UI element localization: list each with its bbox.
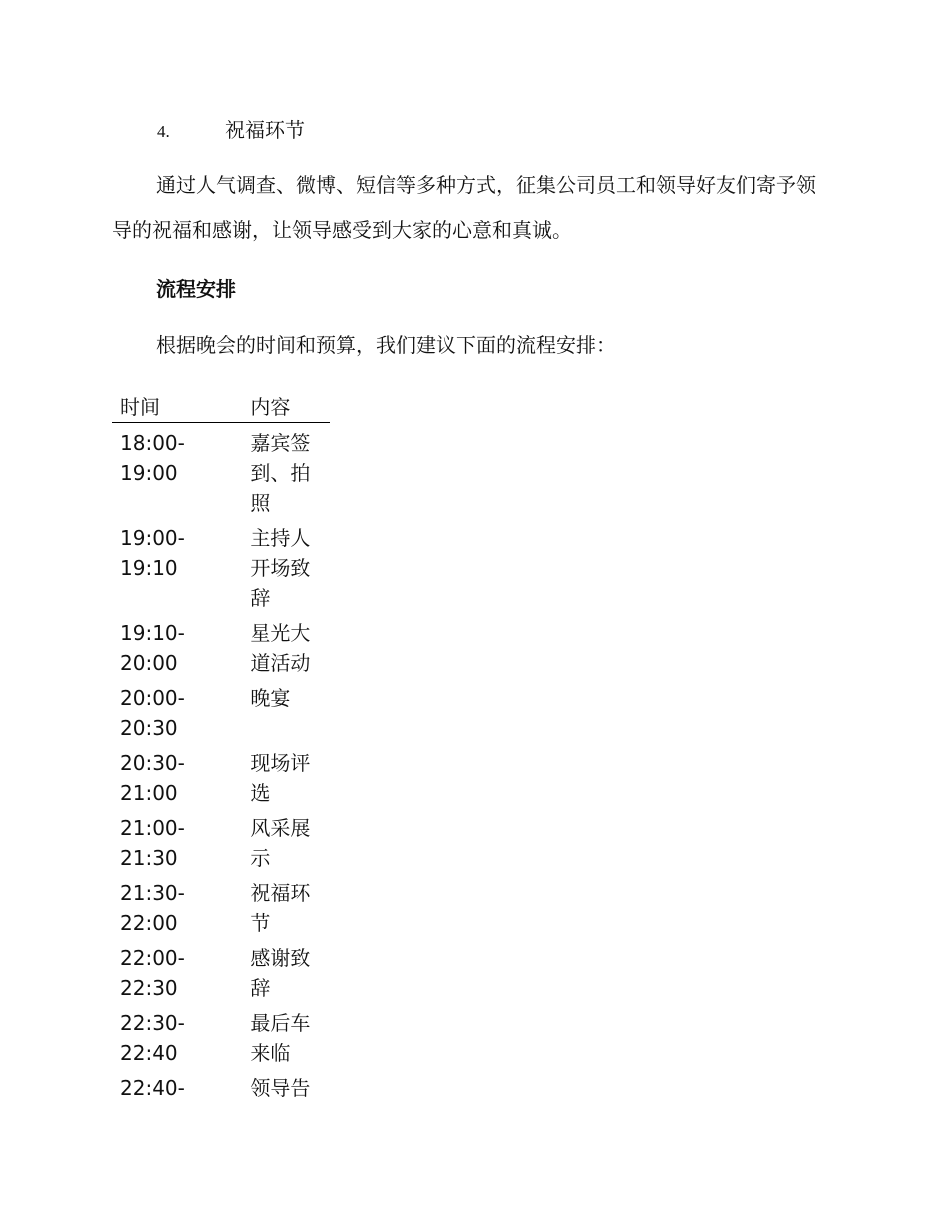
cell-time: 22:00-22:30 [120, 946, 185, 1000]
cell-content: 晚宴 [250, 686, 291, 710]
cell-content: 风采展示 [250, 816, 311, 870]
cell-time: 19:10-20:00 [120, 621, 185, 675]
cell-time: 22:30-22:40 [120, 1011, 185, 1065]
cell-time: 19:00-19:10 [120, 526, 185, 580]
cell-content: 领导告 [250, 1076, 311, 1100]
table-row [112, 873, 330, 938]
cell-time: 22:40- [120, 1076, 185, 1100]
cell-time: 20:30-21:00 [120, 751, 185, 805]
cell-time: 18:00-19:00 [120, 431, 185, 485]
table-row [112, 1003, 330, 1068]
paragraph-schedule-intro: 根据晚会的时间和预算，我们建议下面的流程安排： [156, 333, 616, 357]
table-row [112, 678, 330, 743]
header-content: 内容 [242, 391, 330, 423]
cell-content: 最后车来临 [250, 1011, 311, 1065]
cell-content: 现场评选 [250, 751, 311, 805]
cell-content: 嘉宾签到、拍照 [250, 431, 311, 515]
schedule-table [112, 391, 330, 1133]
paragraph-blessing: 通过人气调查、微博、短信等多种方式，征集公司员工和领导好友们寄予领导的祝福和感谢，让领导感受到大家的心意和真诚。 [112, 173, 816, 242]
header-time: 时间 [112, 391, 242, 423]
item-number: 4. [157, 122, 170, 141]
section-heading: 流程安排 [156, 277, 236, 301]
table-row [112, 518, 330, 613]
table-row [112, 938, 330, 1003]
cell-content: 感谢致辞 [250, 946, 311, 1000]
table-row [112, 743, 330, 808]
cell-content: 祝福环节 [250, 881, 311, 935]
table-row [112, 808, 330, 873]
cell-time: 21:00-21:30 [120, 816, 185, 870]
table-row [112, 1068, 330, 1133]
cell-content: 星光大道活动 [250, 621, 311, 675]
item-title: 祝福环节 [225, 118, 305, 142]
cell-content: 主持人开场致辞 [250, 526, 311, 610]
cell-time: 21:30-22:00 [120, 881, 185, 935]
cell-time: 20:00-20:30 [120, 686, 185, 740]
table-row [112, 613, 330, 678]
table-row [112, 423, 330, 519]
numbered-item [157, 116, 305, 146]
table-header-row [112, 391, 330, 423]
